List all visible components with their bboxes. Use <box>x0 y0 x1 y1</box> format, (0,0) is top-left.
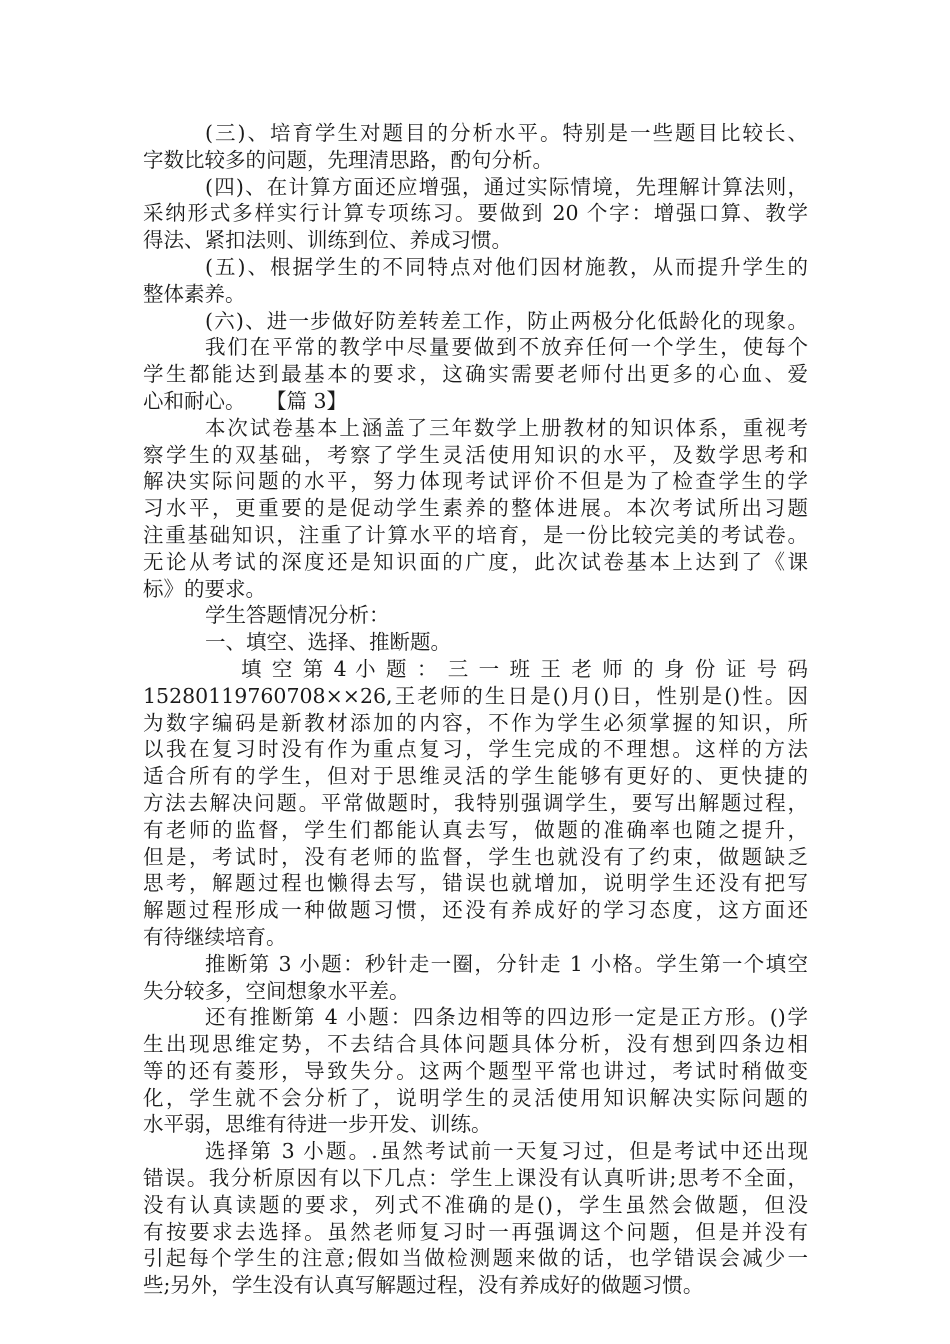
text-line: 我们在平常的教学中尽量要做到不放弃任何一个学生，使每个 <box>205 335 808 360</box>
text-line: 有待继续培育。 <box>143 924 287 949</box>
text-line: 没有认真读题的要求，列式不准确的是()，学生虽然会做题，但没 <box>143 1192 808 1217</box>
text-line: (五)、根据学生的不同特点对他们因材施教，从而提升学生的 <box>205 254 808 279</box>
text-line: 习水平，更重要的是促动学生素养的整体进展。本次考试所出习题 <box>143 496 808 521</box>
text-line: 有按要求去选择。虽然老师复习时一再强调这个问题，但是并没有 <box>143 1219 808 1244</box>
text-line: 解题过程形成一种做题习惯，还没有养成好的学习态度，这方面还 <box>143 898 808 923</box>
text-line: 察学生的双基础，考察了学生灵活使用知识的水平，及数学思考和 <box>143 442 808 467</box>
text-line: 化，学生就不会分析了，说明学生的灵活使用知识解决实际问题的 <box>143 1085 808 1110</box>
text-line: 方法去解决问题。平常做题时，我特别强调学生，要写出解题过程， <box>143 790 808 815</box>
text-line: 错误。我分析原因有以下几点：学生上课没有认真听讲;思考不全面， <box>143 1166 808 1191</box>
text-line: 15280119760708××26,王老师的生日是()月()日，性别是()性。因 <box>143 683 808 708</box>
text-line: 引起每个学生的注意;假如当做检测题来做的话，也学错误会减少一 <box>143 1246 808 1271</box>
text-line: 适合所有的学生，但对于思维灵活的学生能够有更好的、更快捷的 <box>143 764 808 789</box>
text-line: 得法、紧扣法则、训练到位、养成习惯。 <box>143 228 512 253</box>
text-line: 无论从考试的深度还是知识面的广度，此次试卷基本上达到了《课 <box>143 549 808 574</box>
text-line: 学生答题情况分析： <box>205 603 390 628</box>
text-line: 选择第 3 小题。.虽然考试前一天复习过，但是考试中还出现 <box>205 1139 808 1164</box>
text-line: 为数字编码是新教材添加的内容，不作为学生必须掌握的知识，所 <box>143 710 808 735</box>
text-line: 有老师的监督，学生们都能认真去写，做题的准确率也随之提升， <box>143 817 808 842</box>
text-line: 填 空 第 4 小 题 ： 三 一 班 王 老 师 的 身 份 证 号 码 <box>241 656 808 681</box>
text-line: 字数比较多的问题，先理清思路，酌句分析。 <box>143 147 553 172</box>
text-line: 失分较多，空间想象水平差。 <box>143 978 410 1003</box>
text-line: 学生都能达到最基本的要求，这确实需要老师付出更多的心血、爱 <box>143 362 808 387</box>
text-line: 标》的要求。 <box>143 576 266 601</box>
text-line: 水平弱，思维有待进一步开发、训练。 <box>143 1112 492 1137</box>
text-line: 注重基础知识，注重了计算水平的培育，是一份比较完美的考试卷。 <box>143 522 808 547</box>
text-line: 推断第 3 小题：秒针走一圈，分针走 1 小格。学生第一个填空 <box>205 951 808 976</box>
text-line: 但是，考试时，没有老师的监督，学生也就没有了约束，做题缺乏 <box>143 844 808 869</box>
text-line: (四)、在计算方面还应增强，通过实际情境，先理解计算法则， <box>205 174 808 199</box>
text-line: 采纳形式多样实行计算专项练习。要做到 20 个字：增强口算、教学 <box>143 201 808 226</box>
text-line: (六)、进一步做好防差转差工作，防止两极分化低龄化的现象。 <box>205 308 808 333</box>
text-line: 解决实际问题的水平，努力体现考试评价不但是为了检查学生的学 <box>143 469 808 494</box>
text-line: 以我在复习时没有作为重点复习，学生完成的不理想。这样的方法 <box>143 737 808 762</box>
document-page <box>143 120 808 1299</box>
text-line: 一、填空、选择、推断题。 <box>205 630 451 655</box>
text-line: 思考，解题过程也懒得去写，错误也就增加，说明学生还没有把写 <box>143 871 808 896</box>
text-line: 生出现思维定势，不去结合具体问题具体分析，没有想到四条边相 <box>143 1032 808 1057</box>
text-line: 些;另外，学生没有认真写解题过程，没有养成好的做题习惯。 <box>143 1273 704 1298</box>
text-line: 等的还有菱形，导致失分。这两个题型平常也讲过，考试时稍做变 <box>143 1058 808 1083</box>
text-line: 还有推断第 4 小题：四条边相等的四边形一定是正方形。()学 <box>205 1005 808 1030</box>
text-line: (三)、培育学生对题目的分析水平。特别是一些题目比较长、 <box>205 121 808 145</box>
text-line: 本次试卷基本上涵盖了三年数学上册教材的知识体系，重视考 <box>205 415 808 440</box>
text-line: 整体素养。 <box>143 281 246 306</box>
text-line: 心和耐心。 【篇 3】 <box>143 388 348 413</box>
